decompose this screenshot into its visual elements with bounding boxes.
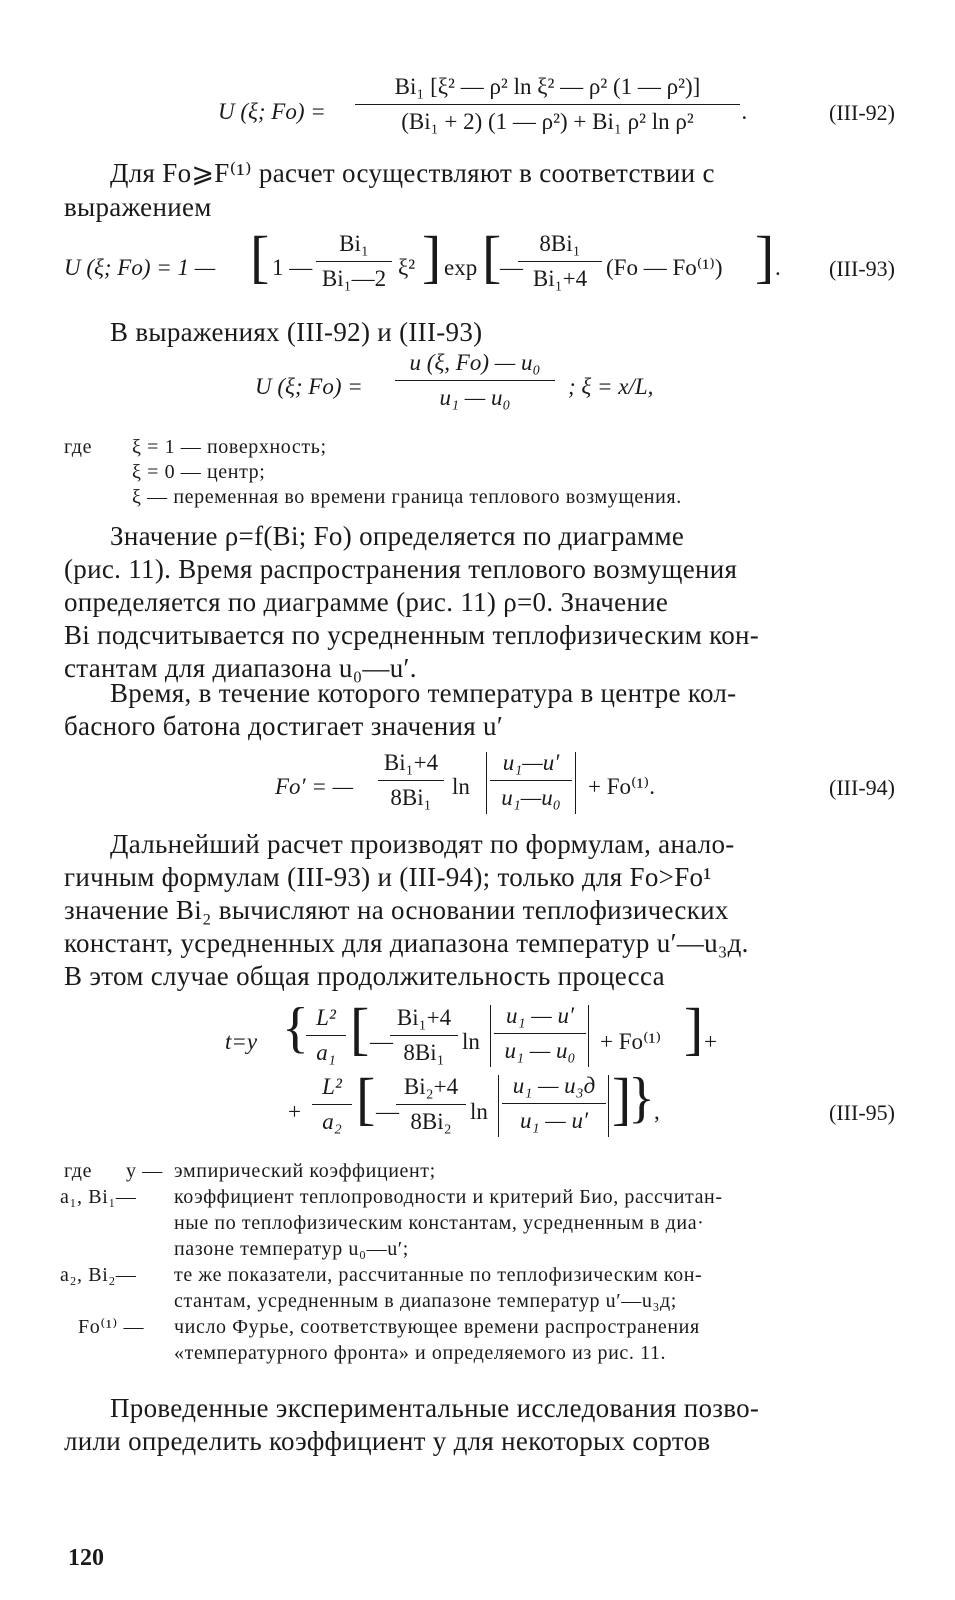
eq95-abs-fraction-1 — [494, 1003, 586, 1064]
eq93-label: (III-93) — [829, 256, 895, 281]
eq94-abs-den: u₁—u₀ — [490, 780, 572, 811]
eq95-close-brace: } — [628, 1067, 655, 1129]
eq95-f1-num: L² — [316, 1005, 336, 1030]
eq95-close-bracket-1: ] — [684, 996, 704, 1061]
eq95-open-brace: { — [282, 997, 309, 1059]
where2-text: те же показатели, рассчитанные по теплофизическим кон- — [174, 1264, 703, 1286]
eq93-open-bracket-1: [ — [250, 224, 270, 289]
eq95-minus-1: — — [370, 1029, 393, 1054]
eq95-abs2-num: u₁ — u₃д — [512, 1073, 596, 1098]
eq95-f2-den: 8Bi₁ — [390, 1035, 458, 1066]
where2-symbol: a₂, Bi₂— — [60, 1264, 137, 1286]
para5-line: констант, усредненных для диапазона температур u′—u₃д. — [64, 928, 749, 958]
where2-text: коэффициент теплопроводности и критерий Био, рассчитан- — [174, 1186, 723, 1208]
eq95-f3-num: L² — [322, 1074, 342, 1099]
para5-line: значение Bi₂ вычисляют на основании теплофизических — [64, 895, 729, 925]
eq93-frac2-den: Bi₁+4 — [518, 261, 602, 292]
eq92-denominator: (Bi₁ + 2) (1 — ρ²) + Bi₁ ρ² ln ρ² — [355, 104, 740, 135]
eq93-frac1-den: Bi₁—2 — [316, 261, 392, 292]
para1-line2: выражением — [64, 192, 212, 222]
eq95-abs1-num: u₁ — u′ — [506, 1003, 574, 1028]
eq95-fraction-1 — [306, 1005, 346, 1066]
eq95-close-bracket-2: ] — [612, 1066, 632, 1131]
eq93-close-bracket-2: ] — [755, 224, 775, 289]
eq93-exp: exp — [444, 255, 478, 280]
where2-symbol: a₁, Bi₁— — [60, 1186, 137, 1208]
equ-lhs: U (ξ; Fo) = — [255, 374, 363, 399]
eq94-abs-fraction — [490, 750, 572, 811]
eq95-tail: , — [654, 1099, 660, 1124]
para3-line: Значение ρ=f(Bi; Fo) определяется по диаграмме — [110, 521, 685, 551]
para3-line: стантам для диапазона u₀—u′. — [64, 653, 417, 683]
where1-gde: где — [64, 436, 93, 458]
eq95-abs1-bar-left — [490, 1005, 491, 1067]
eq93-part2: (Fo — Fo⁽¹⁾) — [606, 255, 723, 280]
equ-tail: ; ξ = x/L, — [568, 374, 654, 399]
eq95-plus-fo: + Fo⁽¹⁾ — [600, 1029, 662, 1054]
para6-line: Проведенные экспериментальные исследования позво- — [110, 1393, 760, 1423]
eq95-abs2-bar-right — [608, 1075, 609, 1137]
eq94-label: (III-94) — [829, 775, 895, 800]
where1-item: ξ — переменная во времени граница теплового возмущения. — [132, 486, 682, 508]
eq94-abs-bar-right — [575, 752, 576, 814]
eq95-fraction-3 — [312, 1074, 352, 1135]
eq94-frac-den: 8Bi₁ — [378, 780, 444, 811]
para3-line: (рис. 11). Время распространения теплового возмущения — [64, 554, 738, 584]
eq95-abs1-bar-right — [588, 1005, 589, 1067]
eq92-tail: . — [742, 99, 748, 124]
eq95-lhs: t=y — [225, 1029, 258, 1054]
eq95-fraction-4 — [396, 1074, 466, 1135]
para6-line: лили определить коэффициент y для некоторых сортов — [64, 1426, 711, 1456]
eq94-frac-num: Bi₁+4 — [383, 750, 439, 775]
para3-line: Bi подсчитывается по усредненным теплофизическим кон- — [64, 620, 760, 650]
eq95-abs2-bar-left — [498, 1075, 499, 1137]
para2: В выражениях (III-92) и (III-93) — [110, 317, 483, 347]
para5-line: Дальнейший расчет производят по формулам, анало- — [110, 829, 735, 859]
eq92-numerator: Bi₁ [ξ² — ρ² ln ξ² — ρ² (1 — ρ²)] — [394, 74, 701, 99]
eq94-abs-num: u₁—u′ — [502, 750, 560, 775]
eq94-fraction — [378, 750, 444, 811]
eq94-lhs: Fo′ = — — [275, 774, 354, 799]
where2-text: число Фурье, соответствующее времени распространения — [174, 1316, 700, 1338]
para5-line: гичным формулам (III-93) и (III-94); только для Fo>Fo¹ — [64, 862, 712, 892]
para4-line: басного батона достигает значения u′ — [64, 711, 504, 741]
para4-line: Время, в течение которого температура в центре кол- — [110, 678, 737, 708]
eq95-open-bracket-1: [ — [350, 996, 370, 1061]
equ-fraction — [395, 350, 555, 411]
eq95-label: (III-95) — [829, 1100, 895, 1125]
para1-line1: Для Fo⩾F⁽¹⁾ расчет осуществляют в соответствии с — [110, 158, 715, 188]
page-number: 120 — [68, 1545, 104, 1571]
eq95-fraction-2 — [390, 1005, 458, 1066]
eq93-part1a: 1 — — [272, 255, 313, 280]
eq93-minus: — — [500, 255, 523, 280]
equ-num: u (ξ, Fo) — u₀ — [409, 350, 541, 375]
where1-item: ξ = 1 — поверхность; — [132, 436, 327, 458]
eq93-frac2-num: 8Bi₁ — [539, 231, 581, 256]
eq95-minus-2: — — [376, 1099, 399, 1124]
eq95-open-bracket-2: [ — [356, 1066, 376, 1131]
eq93-open-bracket-2: [ — [482, 224, 502, 289]
where2-text: ные по теплофизическим константам, усредненным в диа· — [174, 1212, 705, 1234]
eq95-f1-den: a₁ — [306, 1035, 346, 1066]
eq95-abs-fraction-2 — [502, 1073, 606, 1134]
eq95-ln-2: ln — [470, 1099, 488, 1124]
eq95-abs2-den: u₁ — u′ — [502, 1103, 606, 1134]
eq95-plus-start: + — [288, 1099, 301, 1124]
eq95-abs1-den: u₁ — u₀ — [494, 1033, 586, 1064]
eq92-label: (III-92) — [829, 100, 895, 125]
eq94-abs-bar-left — [486, 752, 487, 814]
where2-symbol: y — — [126, 1160, 163, 1182]
eq95-f3-den: a₂ — [312, 1104, 352, 1135]
equ-den: u₁ — u₀ — [395, 380, 555, 411]
eq93-part1b: ξ² — [398, 255, 416, 280]
eq92-fraction — [355, 74, 740, 135]
eq94-tail: + Fo⁽¹⁾. — [588, 774, 655, 799]
where2-text: «температурного фронта» и определяемого из рис. 11. — [174, 1342, 667, 1364]
where2-symbol: Fo⁽¹⁾ — — [78, 1316, 145, 1338]
eq95-ln-1: ln — [462, 1029, 480, 1054]
where2-text: стантам, усредненным в диапазоне температур u′—u₃д; — [174, 1290, 677, 1312]
eq95-f2-num: Bi₁+4 — [396, 1005, 452, 1030]
eq95-f4-num: Bi₂+4 — [403, 1074, 459, 1099]
para5-line: В этом случае общая продолжительность процесса — [64, 961, 665, 991]
eq93-lhs: U (ξ; Fo) = 1 — — [64, 255, 216, 280]
eq93-frac1-num: Bi₁ — [339, 231, 369, 256]
where2-gde: где — [64, 1160, 93, 1182]
eq92-lhs: U (ξ; Fo) = — [218, 99, 326, 124]
para3-line: определяется по диаграмме (рис. 11) ρ=0. Значение — [64, 587, 669, 617]
eq93-fraction-1 — [316, 231, 392, 292]
eq93-tail: . — [775, 255, 781, 280]
eq94-ln: ln — [452, 774, 470, 799]
eq95-plus-end: + — [704, 1029, 717, 1054]
eq95-f4-den: 8Bi₂ — [396, 1104, 466, 1135]
eq93-fraction-2 — [518, 231, 602, 292]
where2-text: эмпирический коэффициент; — [174, 1160, 436, 1182]
where1-item: ξ = 0 — центр; — [132, 461, 266, 483]
where2-text: пазоне температур u₀—u′; — [174, 1238, 409, 1260]
eq93-close-bracket-1: ] — [422, 224, 442, 289]
